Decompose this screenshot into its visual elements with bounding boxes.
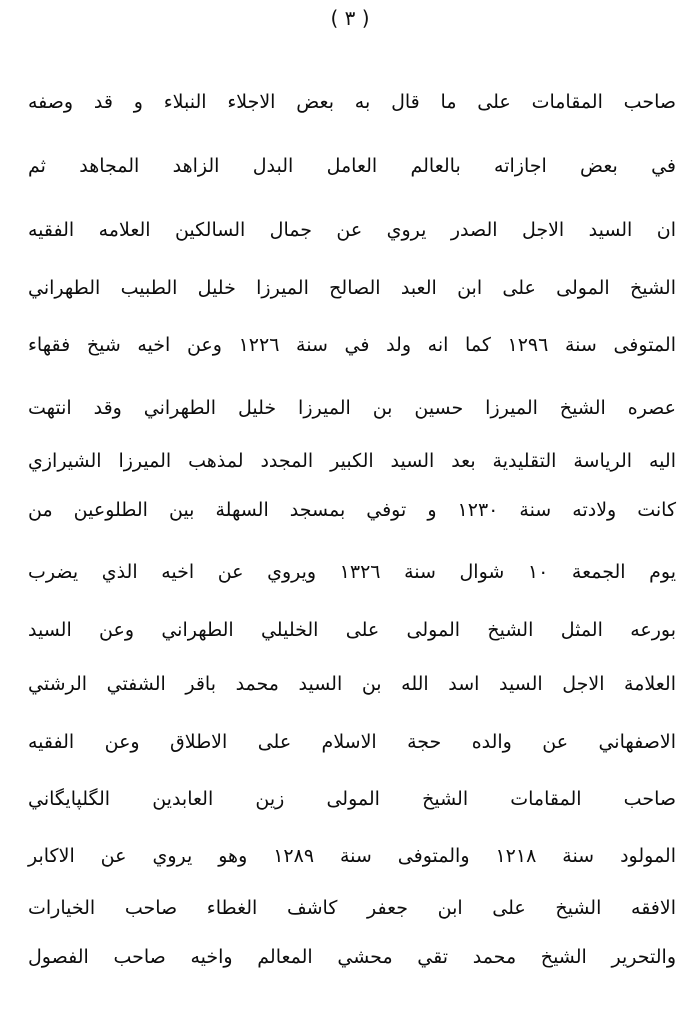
text-line-6: عصره الشيخ الميرزا حسين بن الميرزا خليل الطهراني وقد انتهت (28, 397, 676, 419)
text-line-13: صاحب المقامات الشيخ المولى زين العابدين الگلپايگاني (28, 788, 676, 810)
text-line-8: كانت ولادته سنة ١٢٣٠ و توفي بمسجد السهلة بين الطلوعين من (28, 499, 677, 521)
text-line-1: صاحب المقامات على ما قال به بعض الاجلاء النبلاء و قد وصفه (28, 91, 676, 113)
text-line-3: ان السيد الاجل الصدر يروي عن جمال السالكين العلامه الفقيه (28, 219, 676, 241)
text-line-2: في بعض اجازاته بالعالم العامل البدل الزاهد المجاهد ثم (28, 155, 676, 177)
text-line-15: الافقه الشيخ على ابن جعفر كاشف الغطاء صاحب الخيارات (28, 897, 676, 919)
text-line-16: والتحرير الشيخ محمد تقي محشي المعالم واخيه صاحب الفصول (28, 946, 676, 968)
text-line-4: الشيخ المولى على ابن العبد الصالح الميرزا خليل الطبيب الطهراني (28, 277, 676, 299)
page-number: ( ٣ ) (330, 6, 370, 30)
text-line-14: المولود سنة ١٢١٨ والمتوفى سنة ١٢٨٩ وهو يروي عن الاكابر (28, 845, 676, 867)
text-line-10: بورعه المثل الشيخ المولى على الخليلي الطهراني وعن السيد (28, 619, 676, 641)
text-line-9: يوم الجمعة ١٠ شوال سنة ١٣٢٦ ويروي عن اخيه الذي يضرب (28, 561, 677, 583)
text-line-12: الاصفهاني عن والده حجة الاسلام على الاطلاق وعن الفقيه (28, 731, 676, 753)
text-line-5: المتوفى سنة ١٢٩٦ كما انه ولد في سنة ١٢٢٦ وعن اخيه شيخ فقهاء (28, 334, 676, 356)
text-line-7: اليه الرياسة التقليدية بعد السيد الكبير المجدد لمذهب الميرزا الشيرازي (28, 450, 676, 472)
text-line-11: العلامة الاجل السيد اسد الله بن السيد محمد باقر الشفتي الرشتي (28, 673, 676, 695)
